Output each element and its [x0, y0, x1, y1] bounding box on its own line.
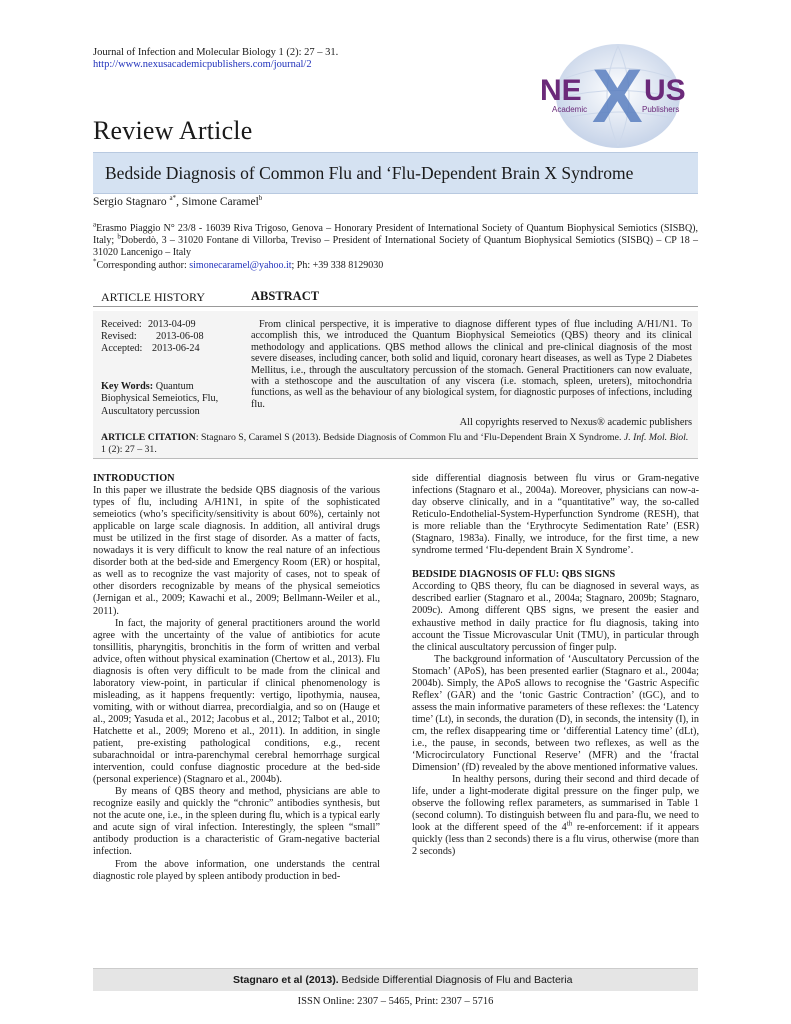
qbs-paragraph-3 [412, 774, 699, 858]
logo-subtext-right: Publishers [642, 105, 680, 114]
corr-label: Corresponding author: [96, 259, 190, 271]
revised-date: 2013-06-08 [156, 331, 204, 343]
footer-bar [93, 968, 698, 991]
footer-running-title [233, 974, 572, 986]
issn-line: ISSN Online: 2307 – 5465, Print: 2307 – 5716 [297, 996, 494, 1007]
article-history-heading: ARTICLE HISTORY [101, 290, 206, 304]
citation-text: : Stagnaro S, Caramel S (2013). Bedside Diagnosis of Common Flu and ‘Flu-Dependent Brain X Syndrome. [195, 432, 624, 443]
received-label: Received: [101, 319, 142, 330]
journal-url-link[interactable]: http://www.nexusacademicpublishers.com/journal/2 [93, 59, 312, 70]
affiliations [93, 220, 698, 272]
intro-paragraph-3: By means of QBS theory and method, physicians are able to recognize easily and quickly the “chronic” antibodies synthesis, but not the acute one, i.e., in the spleen during flu, which is a typical early and acute sign of viral infection. Interestingly, the spleen “small” antibody production is a characteristic of Gram-negative bacterial infection. [93, 786, 380, 858]
journal-citation-line: Journal of Infection and Molecular Biology 1 (2): 27 – 31. [93, 47, 339, 58]
citation-label: ARTICLE CITATION [101, 432, 196, 443]
affil-b-sup: b [117, 232, 121, 241]
history-dates [101, 319, 204, 356]
abstract-heading: ABSTRACT [251, 289, 320, 303]
qbs-paragraph-1: According to QBS theory, flu can be diagnosed in several ways, as described earlier (Stagnaro et al., 2004a; Stagnaro, 2009b; Stagnaro, 2009c). Among different QBS signs, we present the easier and exhaustive method in daily practice for flu diagnosis, taking into account the Tissue Microvascular Unit (TMU), in particular through the clinical auscultatory percussion of finger pulp. [412, 581, 699, 653]
section-label: Review Article [93, 116, 253, 145]
article-title-box [93, 152, 698, 194]
author-separator: , [176, 196, 182, 208]
journal-header [93, 47, 338, 71]
keywords-label: Key Words: [101, 381, 154, 392]
nexus-publisher-logo [526, 38, 704, 152]
citation-journal: J. Inf. Mol. Biol. [623, 432, 689, 443]
article-info-box [93, 311, 698, 459]
intro-heading: INTRODUCTION [93, 473, 175, 484]
author-2-name: Simone Caramel [181, 196, 259, 208]
footer-bold: Stagnaro et al (2013). [233, 974, 339, 986]
accepted-date: 2013-06-24 [152, 343, 200, 355]
author-1-sup: a* [169, 194, 177, 203]
abstract-text: From clinical perspective, it is imperative to diagnose different types of flue including A/H1/N1. To accomplish this, we introduced the Quantum Biophysical Semeiotics (QBS) theory and its clinical methodology and applications. QBS method allows the clinical and pre-clinical diagnosis of the most severe diseases, including cancer, both solid and liquid, coronary heart diseases, as well as Type 2 Diabetes Mellitus, i.e., through the auscultatory percussion of the stomach. General Practitioners can now evaluate, with a stethoscope and the auscultation of any viscera (i.e. stomach, spleen, ureters), mitochondria functions, as well as the behaviour of any biological system, for diagnostic purposes of infections, including flu. [251, 319, 692, 410]
keywords [101, 381, 241, 418]
intro-paragraph-1: In this paper we illustrate the bedside QBS diagnosis of the various types of flu, including A/H1N1, in spite of the sophisticated semeiotics (who’s specificity/sensitivity is about 60%), certainly not applicable on large scale diagnosis. In addition, all antiviral drugs must be utilized in the first stage of disorder. As a matter of facts, nowadays it is very difficult to know the real nature of an infectious disorder both at the bed-side and Emergency Room (ER) or hospital, as well as to recognize the vast majority of cases, not to speak of other disorders recognizable by means of the physical semeiotics (Jernigan et al., 2009; Kawachi et al., 2009; Bellmann-Weiler et al., 2011). [93, 485, 380, 617]
affil-a-sup: a [93, 220, 97, 229]
affil-a-text: Erasmo Piaggio N° 23/8 - 16039 Riva Trigoso, Genova – Honorary President of International Society of Quantum Biophysical Semiotics (SISBQ), Italy; [93, 223, 698, 247]
qbs-paragraph-3-part-2: re-enforcement: if it appears quickly (less than 2 seconds) there is a flu virus, otherwise (more than 2 seconds) [412, 822, 699, 858]
body-column-right [412, 473, 699, 858]
logo-text-right: US [644, 74, 686, 107]
keywords-text: Quantum Biophysical Semeiotics, Flu, Auscultatory percussion [101, 381, 219, 417]
author-line [93, 196, 262, 208]
author-2-sup: b [258, 194, 263, 203]
logo-text-left: NE [540, 74, 582, 107]
author-1-name: Sergio Stagnaro [93, 196, 170, 208]
corr-phone: ; Ph: +39 338 8129030 [291, 259, 384, 271]
copyright-notice: All copyrights reserved to Nexus® academic publishers [459, 417, 692, 428]
corr-sup: * [93, 257, 97, 266]
intro-paragraph-4: From the above information, one understands the central diagnostic role played by spleen antibody production in bed- [93, 858, 380, 882]
corr-email-link[interactable]: simonecaramel@yahoo.it [189, 259, 292, 271]
received-date: 2013-04-09 [148, 319, 196, 330]
intro-paragraph-5: side differential diagnosis between flu virus or Gram-negative infections (Stagnaro et al., 2004a). Moreover, physicians can now-a-day observe clinically, and in a “quantitative” way, the so-called Reticulo-Endothelial-System-Hyperfunction Syndrome (RESH), that is more reliable than the ‘Erythrocyte Sedimentation Rate’ (ESR) (Stagnaro, 1983a). Finally, we introduce, for the first time, a new syndrome termed ‘Flu-dependent Brain X Syndrome’. [412, 473, 699, 557]
revised-label: Revised: [101, 331, 137, 343]
accepted-label: Accepted: [101, 343, 143, 355]
article-citation [101, 432, 691, 456]
logo-subtext-left: Academic [552, 105, 588, 114]
logo-text-x: X [592, 54, 643, 139]
affil-b-text: Doberdò, 3 – 31020 Fontane di Villorba, Treviso – President of International Society of Quantum Biophysical Semiotics (SISBQ) – CP 18 – 31020 Lancenigo – Italy [93, 235, 698, 259]
body-column-left [93, 473, 380, 883]
intro-paragraph-2: In fact, the majority of general practitioners around the world agree with the uncertainty of the value of antibiotics for acute tonsillitis, pharyngitis, bronchitis in the form of written and verbal advice, often without physical examination (Chertow et al., 2013). Flu diagnosis is often very difficult to be made from the clinical and laboratory view-point, in particular if clinical phenomenology is misleading, as it happens frequently: vertigo, lipothymia, nausea, vomiting, with or without diarrea, precordialgia, and so on (Hauge et al., 2009; Yasuda et al., 2012; Jacobus et al., 2012; Talbot et al., 2010; Hatchette et al., 2009; Moreno et al., 2011). In addition, in single patient, pre-existing pathological conditions, e.g., recent subarachnoidal or intra-parenchymal cerebral hemorrhage surgical intervention, could confuse diagnostic procedure at the bed-side (personal experience) (Stagnaro et al., 2004b). [93, 617, 380, 786]
qbs-paragraph-3-part-1: In healthy persons, during their second and third decade of life, under a light-moderate digital pressure on the finger pulp, we observe the following reflex parameters, as summarised in Table 1 (second column). To distinguish between flu and para-flu, we need to look at the different speed of the 4 [412, 774, 699, 834]
history-header-row [93, 289, 698, 307]
qbs-signs-heading: BEDSIDE DIAGNOSIS OF FLU: QBS SIGNS [412, 569, 616, 581]
footer-text: Bedside Differential Diagnosis of Flu and Bacteria [338, 974, 573, 986]
qbs-paragraph-3-sup: th [566, 819, 573, 828]
qbs-paragraph-2: The background information of ‘Auscultatory Percussion of the Stomach’ (APoS), has been presented earlier (Stagnaro et al., 2004a; 2004b). Simply, the APoS allows to recognise the ‘Gastric Aspecific Reflex’ (GAR) and the ‘tonic Gastric Contraction’ (tGC), and to assess the main informative parameters of these reflexes: the ‘Latency time’ (Lt), in seconds, the duration (D), in seconds, the intensity (I), in cm, the reflex disappearing time or ‘differential Latency time’ (dLt), i.e., the pause, in seconds, between two reflexes, as well as the ‘Microcirculatory Functional Reserve’ (MFR) and the ‘fractal Dimension’ (fD) revealed by the above mentioned informative values. [412, 653, 699, 774]
citation-tail: 1 (2): 27 – 31. [101, 444, 157, 455]
article-title: Bedside Diagnosis of Common Flu and ‘Flu-Dependent Brain X Syndrome [105, 163, 634, 183]
